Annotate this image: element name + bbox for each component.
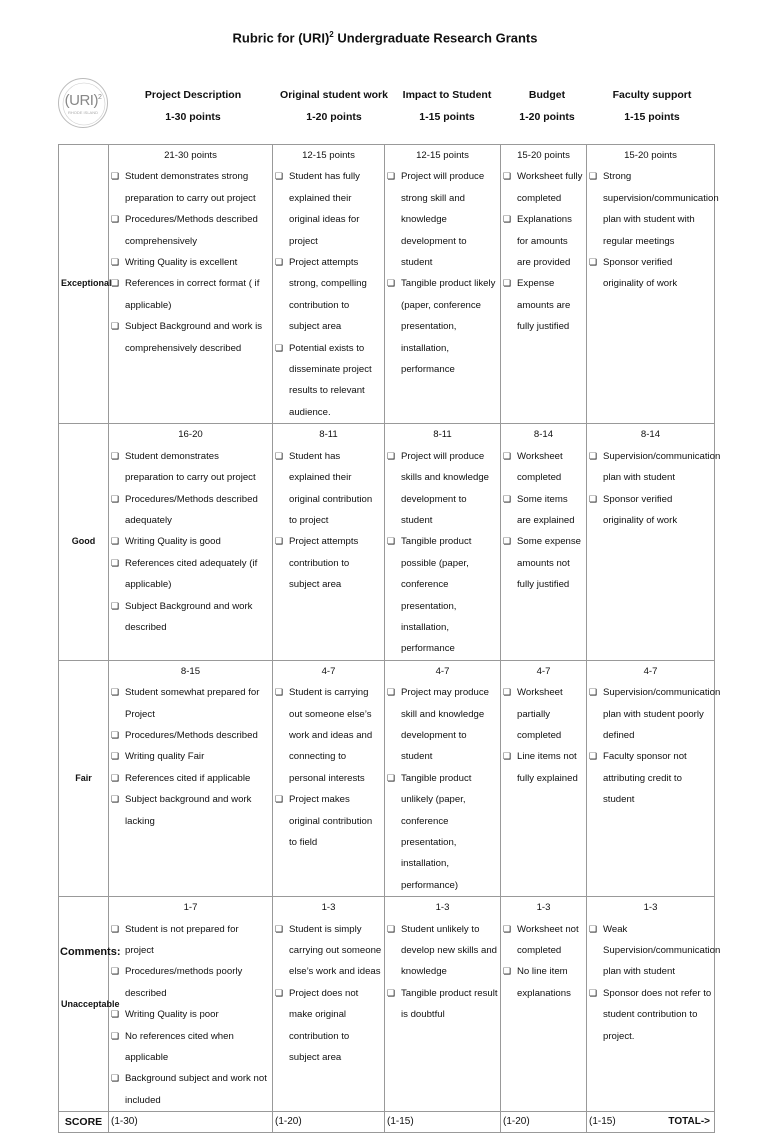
column-header-impact-to-student: Impact to Student 1-15 points xyxy=(402,89,492,123)
criterion-text: Student demonstrates preparation to carry out project xyxy=(125,450,256,484)
criterion-item xyxy=(503,209,584,273)
rubric-cell-budget xyxy=(501,145,587,424)
points-range: 16-20 xyxy=(178,429,203,441)
criterion-text: Expense amounts are fully justified xyxy=(517,278,571,333)
level-label: Good xyxy=(59,424,109,660)
criterion-text: Line items not fully explained xyxy=(517,751,578,784)
criterion-item xyxy=(503,919,584,962)
checkbox-bullet-icon: ❏ xyxy=(111,729,120,740)
rubric-cell-faculty-support xyxy=(587,897,721,1112)
criterion-item xyxy=(589,166,719,252)
checkbox-bullet-icon: ❏ xyxy=(387,772,396,783)
criterion-item xyxy=(111,531,270,552)
checkbox-bullet-icon: ❏ xyxy=(589,493,598,504)
criterion-text: Strong supervision/communication plan with student with regular meetings xyxy=(603,171,719,247)
rubric-cell-original-student-work xyxy=(273,145,385,424)
criterion-item xyxy=(111,746,270,767)
criterion-text: Writing Quality is poor xyxy=(125,1009,219,1021)
criterion-text: No line item explanations xyxy=(517,966,571,999)
checkbox-bullet-icon: ❏ xyxy=(111,450,120,461)
points-range: 8-14 xyxy=(640,429,661,441)
criterion-text: Worksheet partially completed xyxy=(517,687,563,741)
checkbox-bullet-icon: ❏ xyxy=(503,493,512,504)
criterion-text: Tangible product result is doubtful xyxy=(401,987,498,1021)
rubric-cell-impact-to-student xyxy=(385,145,501,424)
checkbox-bullet-icon: ❏ xyxy=(111,1030,120,1041)
rubric-cell-budget xyxy=(501,897,587,1112)
checkbox-bullet-icon: ❏ xyxy=(589,171,598,182)
checkbox-bullet-icon: ❏ xyxy=(503,214,512,225)
level-label: Exceptional xyxy=(59,145,109,424)
rubric-cell-impact-to-student xyxy=(385,424,501,660)
criterion-text: Student has explained their original contribution to project xyxy=(289,450,373,526)
criterion-text: Writing Quality is good xyxy=(125,536,221,548)
checkbox-bullet-icon: ❏ xyxy=(589,450,598,461)
points-range: 1-3 xyxy=(321,902,336,914)
criterion-item xyxy=(387,446,498,532)
points-range: 15-20 points xyxy=(624,150,677,161)
criterion-item xyxy=(111,273,270,316)
title-superscript: 2 xyxy=(329,30,334,39)
criterion-item xyxy=(111,682,270,725)
checkbox-bullet-icon: ❏ xyxy=(111,772,120,783)
checkbox-bullet-icon: ❏ xyxy=(111,687,120,698)
criterion-text: Student is simply carrying out someone else’s work and ideas xyxy=(289,923,382,978)
points-range: 8-14 xyxy=(533,429,554,441)
checkbox-bullet-icon: ❏ xyxy=(111,557,120,568)
column-header-budget: Budget 1-20 points xyxy=(519,89,575,123)
score-range: (1-15) xyxy=(387,1116,414,1128)
criterion-item xyxy=(111,596,270,639)
criterion-text: References cited adequately (if applicable) xyxy=(125,557,258,591)
checkbox-bullet-icon: ❏ xyxy=(503,278,512,289)
criterion-item xyxy=(589,983,712,1047)
criterion-text: Explanations for amounts are provided xyxy=(517,214,572,269)
rubric-cell-original-student-work xyxy=(273,660,385,896)
rubric-row-unacceptable xyxy=(59,897,715,1112)
rubric-cell-project-description xyxy=(109,660,273,896)
score-cell-project-description[interactable] xyxy=(109,1112,273,1133)
points-range: 8-15 xyxy=(180,665,201,677)
rubric-cell-impact-to-student xyxy=(385,660,501,896)
criterion-item xyxy=(111,919,270,962)
rubric-cell-faculty-support xyxy=(587,145,719,424)
criterion-text: Some expense amounts not fully justified xyxy=(517,536,581,591)
checkbox-bullet-icon: ❏ xyxy=(387,278,396,289)
criterion-text: Some items are explained xyxy=(517,493,575,526)
criterion-item xyxy=(111,1004,270,1025)
criterion-item xyxy=(503,489,584,532)
points-range: 12-15 points xyxy=(416,150,469,161)
score-cell-impact-to-student[interactable] xyxy=(385,1112,501,1133)
points-range: 1-3 xyxy=(435,902,450,914)
criterion-item xyxy=(503,682,584,746)
checkbox-bullet-icon: ❏ xyxy=(589,687,598,698)
criterion-text: Project does not make original contribution to subject area xyxy=(289,987,359,1064)
checkbox-bullet-icon: ❏ xyxy=(387,987,396,998)
criterion-item xyxy=(111,1026,270,1069)
criterion-item xyxy=(275,166,382,252)
checkbox-bullet-icon: ❏ xyxy=(387,923,396,934)
score-range: (1-20) xyxy=(275,1116,302,1128)
criterion-text: Sponsor verified originality of work xyxy=(603,257,678,290)
rubric-cell-impact-to-student xyxy=(385,897,501,1112)
criterion-item xyxy=(111,961,270,1004)
points-range: 15-20 points xyxy=(517,150,570,161)
criterion-text: Student is not prepared for project xyxy=(125,923,239,957)
checkbox-bullet-icon: ❏ xyxy=(589,751,598,762)
checkbox-bullet-icon: ❏ xyxy=(589,923,598,934)
checkbox-bullet-icon: ❏ xyxy=(111,214,120,225)
uri-logo xyxy=(58,78,108,128)
points-range: 4-7 xyxy=(536,665,551,677)
criterion-item xyxy=(275,338,382,424)
criterion-text: Project may produce skill and knowledge development to student xyxy=(401,687,489,763)
rubric-cell-budget xyxy=(501,424,587,660)
rubric-cell-budget xyxy=(501,660,587,896)
rubric-row-good xyxy=(59,424,715,660)
criterion-item xyxy=(503,961,584,1004)
criterion-text: Subject Background and work described xyxy=(125,600,253,633)
rubric-cell-faculty-support xyxy=(587,424,721,660)
criterion-item xyxy=(589,919,721,983)
criterion-item xyxy=(387,682,498,768)
points-range: 1-7 xyxy=(183,902,198,914)
criterion-item xyxy=(387,273,498,380)
checkbox-bullet-icon: ❏ xyxy=(503,923,512,934)
criterion-item xyxy=(111,1068,270,1111)
points-range: 4-7 xyxy=(435,665,450,677)
criterion-item xyxy=(111,489,270,532)
criterion-item xyxy=(275,531,382,595)
criterion-item xyxy=(503,166,584,209)
checkbox-bullet-icon: ❏ xyxy=(275,536,284,547)
points-range: 4-7 xyxy=(643,665,658,677)
checkbox-bullet-icon: ❏ xyxy=(503,966,512,977)
criterion-item xyxy=(589,682,721,746)
checkbox-bullet-icon: ❏ xyxy=(275,450,284,461)
checkbox-bullet-icon: ❏ xyxy=(387,450,396,461)
criterion-item xyxy=(589,746,712,810)
criterion-text: Worksheet fully completed xyxy=(517,171,583,204)
criterion-item xyxy=(111,789,270,832)
score-range: (1-15) xyxy=(589,1116,616,1128)
criterion-item xyxy=(111,209,270,252)
checkbox-bullet-icon: ❏ xyxy=(503,687,512,698)
criterion-text: Student demonstrates strong preparation to carry out project xyxy=(125,171,256,204)
checkbox-bullet-icon: ❏ xyxy=(111,923,120,934)
checkbox-bullet-icon: ❏ xyxy=(111,321,120,332)
criterion-item xyxy=(111,252,270,273)
rubric-table xyxy=(58,144,721,1133)
criterion-text: Project will produce strong skill and knowledge development to student xyxy=(401,171,485,269)
criterion-item xyxy=(275,789,382,853)
criterion-text: Sponsor verified originality of work xyxy=(603,493,678,526)
criterion-item xyxy=(111,446,270,489)
checkbox-bullet-icon: ❏ xyxy=(503,171,512,182)
criterion-text: Supervision/communication plan with student poorly defined xyxy=(603,687,721,741)
criterion-item xyxy=(111,768,270,789)
comments-label: Comments: xyxy=(60,946,121,958)
criterion-text: Background subject and work not included xyxy=(125,1073,267,1106)
criterion-text: Tangible product unlikely (paper, conference presentation, installation, performance) xyxy=(401,772,472,891)
criterion-text: Student unlikely to develop new skills and knowledge xyxy=(401,923,497,978)
column-header-original-student-work: Original student work 1-20 points xyxy=(280,89,388,123)
criterion-item xyxy=(589,489,712,532)
checkbox-bullet-icon: ❏ xyxy=(111,171,120,182)
score-cell-original-student-work[interactable] xyxy=(273,1112,385,1133)
checkbox-bullet-icon: ❏ xyxy=(111,966,120,977)
level-label: Fair xyxy=(59,660,109,896)
checkbox-bullet-icon: ❏ xyxy=(111,794,120,805)
checkbox-bullet-icon: ❏ xyxy=(275,687,284,698)
criterion-text: Project makes original contribution to field xyxy=(289,794,373,848)
logo-subtext: RHODE ISLAND xyxy=(67,109,98,115)
criterion-item xyxy=(503,531,584,595)
points-range: 8-11 xyxy=(319,429,338,441)
checkbox-bullet-icon: ❏ xyxy=(275,923,284,934)
rubric-cell-original-student-work xyxy=(273,897,385,1112)
column-header-project-description: Project Description 1-30 points xyxy=(144,89,242,123)
criterion-text: Student somewhat prepared for Project xyxy=(125,687,260,720)
criterion-item xyxy=(111,316,270,359)
criterion-text: Procedures/Methods described comprehensively xyxy=(125,214,258,247)
points-range: 4-7 xyxy=(321,665,336,677)
criterion-text: References cited if applicable xyxy=(125,772,251,784)
checkbox-bullet-icon: ❏ xyxy=(387,687,396,698)
criterion-text: Tangible product possible (paper, conference presentation, installation, performance xyxy=(401,536,472,655)
criterion-text: Supervision/communication plan with student xyxy=(603,450,721,484)
criterion-text: Worksheet completed xyxy=(517,450,563,484)
criterion-item xyxy=(387,166,498,273)
criterion-item xyxy=(111,725,270,746)
criterion-text: Weak Supervision/communication plan with student xyxy=(603,923,721,978)
rubric-cell-original-student-work xyxy=(273,424,385,660)
rubric-cell-project-description xyxy=(109,145,273,424)
score-label: SCORE xyxy=(59,1112,109,1133)
criterion-text: Project attempts contribution to subject area xyxy=(289,536,359,591)
level-label: Unacceptable xyxy=(59,897,109,1112)
checkbox-bullet-icon: ❏ xyxy=(503,450,512,461)
criterion-item xyxy=(503,446,584,489)
checkbox-bullet-icon: ❏ xyxy=(111,257,120,268)
checkbox-bullet-icon: ❏ xyxy=(275,794,284,805)
rubric-cell-project-description xyxy=(109,424,273,660)
title-rest: Undergraduate Research Grants xyxy=(337,30,538,46)
criterion-text: Student is carrying out someone else’s work and ideas and connecting to personal interests xyxy=(289,687,373,784)
criterion-item xyxy=(387,531,498,659)
checkbox-bullet-icon: ❏ xyxy=(111,536,120,547)
criterion-text: Worksheet not completed xyxy=(517,923,579,957)
criterion-text: Student has fully explained their original ideas for project xyxy=(289,171,360,247)
score-range: (1-20) xyxy=(503,1116,530,1128)
criterion-item xyxy=(589,252,712,295)
criterion-item xyxy=(589,446,721,489)
logo-mark: (URI)$^2$ xyxy=(64,91,102,109)
checkbox-bullet-icon: ❏ xyxy=(111,751,120,762)
criterion-text: No references cited when applicable xyxy=(125,1030,234,1064)
rubric-cell-faculty-support xyxy=(587,660,721,896)
criterion-text: References in correct format ( if applicable) xyxy=(125,278,260,311)
criterion-text: Subject Background and work is comprehensively described xyxy=(125,321,263,354)
title-main: Rubric for (URI) xyxy=(232,30,330,46)
points-range: 1-3 xyxy=(643,902,658,914)
criterion-text: Procedures/Methods described xyxy=(125,729,258,741)
criterion-item xyxy=(275,682,382,789)
criterion-text: Procedures/methods poorly described xyxy=(125,966,243,999)
score-row xyxy=(59,1112,715,1133)
rubric-cell-project-description xyxy=(109,897,273,1112)
checkbox-bullet-icon: ❏ xyxy=(589,257,598,268)
score-cell-budget[interactable] xyxy=(501,1112,587,1133)
checkbox-bullet-icon: ❏ xyxy=(111,1073,120,1084)
rubric-row-exceptional xyxy=(59,145,715,424)
checkbox-bullet-icon: ❏ xyxy=(111,1009,120,1020)
rubric-row-fair xyxy=(59,660,715,896)
points-range: 1-3 xyxy=(536,902,551,914)
checkbox-bullet-icon: ❏ xyxy=(503,536,512,547)
score-range: (1-30) xyxy=(111,1116,138,1128)
criterion-item xyxy=(111,166,270,209)
criterion-item xyxy=(387,983,498,1026)
score-cell-faculty-support[interactable] xyxy=(587,1112,715,1133)
checkbox-bullet-icon: ❏ xyxy=(275,987,284,998)
checkbox-bullet-icon: ❏ xyxy=(275,257,284,268)
checkbox-bullet-icon: ❏ xyxy=(111,600,120,611)
criterion-item xyxy=(387,768,498,896)
criterion-item xyxy=(275,446,382,532)
criterion-item xyxy=(275,252,382,338)
criterion-text: Procedures/Methods described adequately xyxy=(125,493,258,526)
checkbox-bullet-icon: ❏ xyxy=(387,536,396,547)
criterion-text: Potential exists to disseminate project results to relevant audience. xyxy=(289,342,372,418)
checkbox-bullet-icon: ❏ xyxy=(275,171,284,182)
criterion-text: Project will produce skills and knowledge development to student xyxy=(401,450,489,526)
criterion-item xyxy=(503,746,584,789)
checkbox-bullet-icon: ❏ xyxy=(275,342,284,353)
points-range: 21-30 points xyxy=(164,150,217,161)
criterion-text: Writing quality Fair xyxy=(125,751,205,763)
criterion-item xyxy=(275,983,382,1069)
criterion-item xyxy=(111,553,270,596)
criterion-text: Subject background and work lacking xyxy=(125,794,252,827)
checkbox-bullet-icon: ❏ xyxy=(503,751,512,762)
page-title xyxy=(0,30,770,45)
criterion-item xyxy=(387,919,498,983)
points-range: 8-11 xyxy=(433,429,452,441)
criterion-text: Tangible product likely (paper, conference presentation, installation, performance xyxy=(401,278,496,376)
column-header-faculty-support: Faculty support 1-15 points xyxy=(612,89,692,123)
total-label: TOTAL-> xyxy=(668,1116,710,1128)
criterion-text: Writing Quality is excellent xyxy=(125,257,238,269)
criterion-text: Sponsor does not refer to student contribution to project. xyxy=(603,987,712,1042)
checkbox-bullet-icon: ❏ xyxy=(111,493,120,504)
criterion-text: Faculty sponsor not attributing credit to student xyxy=(603,751,687,806)
criterion-item xyxy=(275,919,382,983)
checkbox-bullet-icon: ❏ xyxy=(387,171,396,182)
points-range: 12-15 points xyxy=(302,150,355,161)
checkbox-bullet-icon: ❏ xyxy=(111,278,120,289)
criterion-item xyxy=(503,273,584,337)
criterion-text: Project attempts strong, compelling contribution to subject area xyxy=(289,257,367,333)
checkbox-bullet-icon: ❏ xyxy=(589,987,598,998)
logo-ring xyxy=(59,79,109,129)
